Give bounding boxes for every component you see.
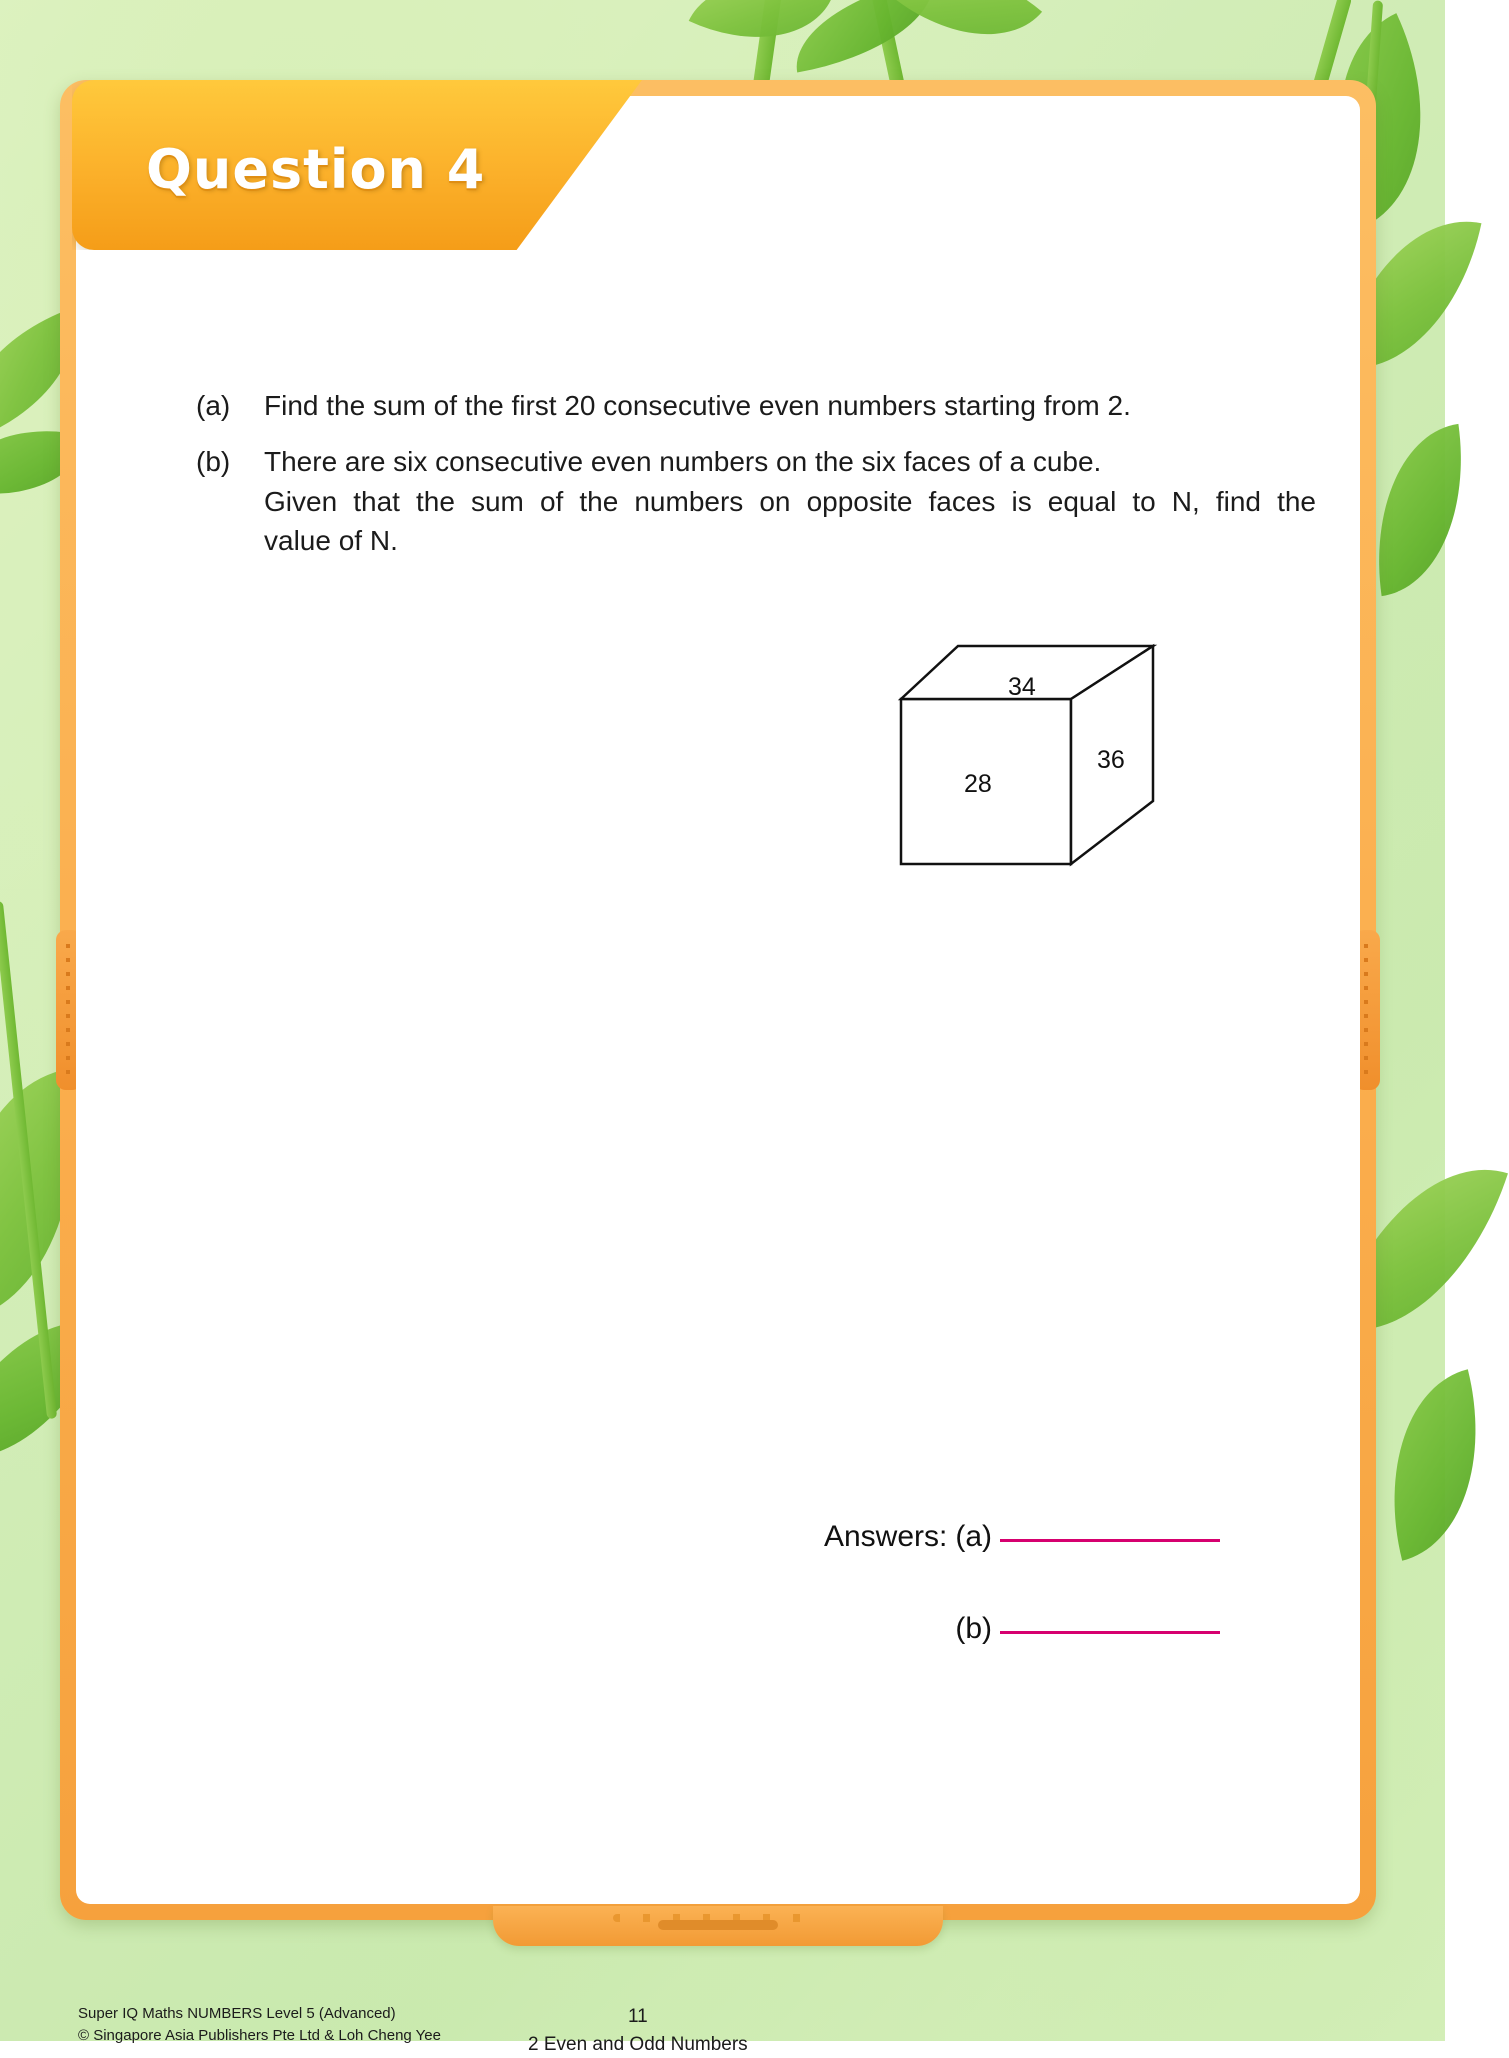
answers-heading: Answers:	[823, 1520, 948, 1553]
part-label-b: (b)	[196, 445, 231, 477]
question-part-b	[196, 442, 1316, 561]
question-content	[196, 386, 1316, 577]
question-part-a	[196, 386, 1316, 426]
cube-top-number: 34	[1008, 673, 1036, 701]
card-bottom-tab	[493, 1906, 943, 1946]
part-text-b	[264, 442, 1316, 561]
footer-pagination	[528, 2003, 748, 2058]
part-b-line-2: Given that the sum of the numbers on opposite faces is equal to N, find the	[264, 485, 1316, 517]
footer-copyright: © Singapore Asia Publishers Pte Ltd & Loh Cheng Yee	[78, 2026, 441, 2044]
footer-chapter: 2 Even and Odd Numbers	[528, 2033, 748, 2055]
answer-row-a	[600, 1520, 1220, 1554]
page-number: 11	[627, 2006, 648, 2027]
cube-diagram	[896, 641, 1186, 901]
part-b-line-3: value of N.	[264, 525, 398, 557]
answer-input-a[interactable]	[1000, 1539, 1220, 1542]
part-label-a: (a)	[196, 390, 231, 421]
part-text-a: Find the sum of the first 20 consecutive even numbers starting from 2.	[264, 390, 1131, 421]
answer-row-b	[600, 1612, 1220, 1646]
cube-shape	[896, 641, 1186, 901]
cube-right-number: 36	[1097, 746, 1125, 774]
footer-book-title: Super IQ Maths NUMBERS Level 5 (Advanced)	[78, 2005, 396, 2022]
worksheet-sheet	[76, 96, 1360, 1904]
cube-front-number: 28	[964, 770, 992, 798]
answer-label-b: (b)	[955, 1612, 992, 1645]
answer-label-a: (a)	[955, 1520, 992, 1553]
page-title: Question 4	[146, 138, 486, 201]
worksheet-card	[60, 80, 1376, 1920]
part-b-line-1: There are six consecutive even numbers on the six faces of a cube.	[264, 445, 1102, 477]
answer-input-b[interactable]	[1000, 1631, 1220, 1634]
answers-section	[600, 1520, 1220, 1704]
footer-source	[78, 2003, 441, 2047]
